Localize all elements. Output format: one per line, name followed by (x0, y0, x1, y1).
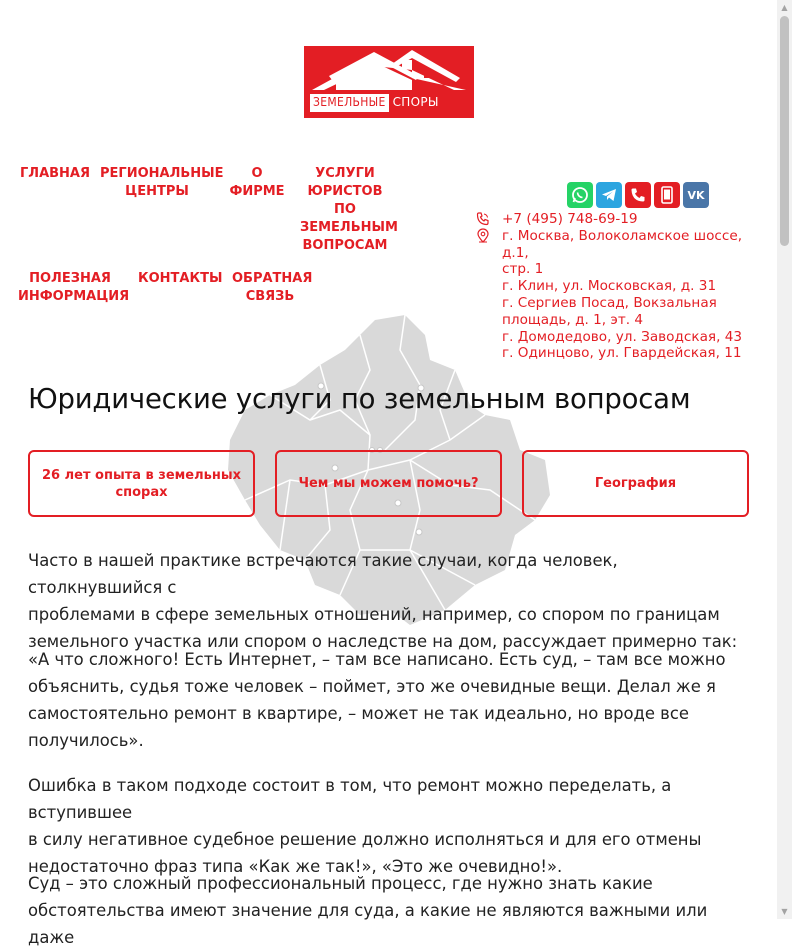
address-odintsovo[interactable]: г. Одинцово, ул. Гвардейская, 11 (502, 345, 742, 362)
paragraph-3: Ошибка в таком подходе состоит в том, что ремонт можно переделать, а вступившее в силу негативное судебное решение должно исполняться и для его отмены недостаточно фраз типа «Как же так!», «Это же очевидно!». (28, 776, 702, 876)
whatsapp-icon[interactable] (567, 182, 593, 208)
phone-call-icon[interactable] (625, 182, 651, 208)
paragraph-4: Суд – это сложный профессиональный процесс, где нужно знать какие обстоятельства имеют значение для суда, а какие не являются важными или даже (28, 874, 708, 947)
nav-services-label-4: ЗЕМЕЛЬНЫМ (300, 220, 398, 235)
tab-experience-label: 26 лет опыта в земельных спорах (42, 467, 241, 500)
address-moscow-line-2: стр. 1 (502, 261, 544, 278)
page-title: Юридические услуги по земельным вопросам (28, 383, 691, 415)
address-klin[interactable]: г. Клин, ул. Московская, д. 31 (502, 278, 717, 295)
nav-about[interactable] (228, 165, 286, 201)
nav-useful-info[interactable] (18, 270, 130, 306)
vk-icon[interactable] (683, 182, 709, 208)
scrollbar[interactable] (777, 0, 792, 919)
nav-services[interactable] (300, 165, 398, 255)
nav-feedback-label-1: ОБРАТНАЯ (232, 271, 313, 286)
tab-experience[interactable] (28, 450, 255, 517)
logo-text (310, 94, 468, 112)
logo-word-1: ЗЕМЕЛЬНЫЕ (310, 94, 389, 112)
nav-services-label-1: УСЛУГИ (315, 166, 375, 181)
nav-feedback-label-2: СВЯЗЬ (245, 289, 295, 304)
scrollbar-thumb[interactable] (780, 16, 789, 246)
nav-contacts[interactable] (138, 270, 223, 288)
address-sergiev-line-2: площадь, д. 1, эт. 4 (502, 311, 644, 328)
paragraph-2: «А что сложного! Есть Интернет, – там все написано. Есть суд, – там все можно объяснить, судья тоже человек – поймет, это же очевидные вещи. Делал же я самостоятельно ремонт в квартире, – может не так идеально, но вроде все получилось». (28, 650, 726, 750)
nav-regional-label-1: РЕГИОНАЛЬНЫЕ (100, 166, 224, 181)
tab-how-we-help[interactable] (275, 450, 502, 517)
nav-contacts-label: КОНТАКТЫ (138, 271, 223, 286)
phone-number: +7 (495) 748-69-19 (502, 211, 638, 227)
nav-about-label-1: О (251, 166, 263, 181)
address-domodedovo[interactable]: г. Домодедово, ул. Заводская, 43 (502, 328, 743, 345)
nav-about-label-2: ФИРМЕ (229, 184, 285, 199)
phone-link[interactable] (476, 211, 766, 228)
social-buttons (567, 182, 709, 208)
nav-services-label-2: ЮРИСТОВ (307, 184, 383, 199)
nav-feedback[interactable] (232, 270, 313, 306)
logo-word-2: СПОРЫ (392, 95, 439, 109)
nav-regional-centers[interactable] (100, 165, 224, 201)
scroll-down-arrow-icon[interactable]: ▼ (781, 907, 788, 916)
paragraph-1: Часто в нашей практике встречаются такие случаи, когда человек, столкнувшийся с проблемами в сфере земельных отношений, например, со спором по границам земельного участка или спором о наследстве на дом, рассуждает примерно так: (28, 551, 738, 651)
location-pin-icon (476, 229, 490, 243)
address-sergiev-line-1: г. Сергиев Посад, Вокзальная (502, 294, 717, 311)
tab-how-we-help-label: Чем мы можем помочь? (298, 476, 479, 491)
mobile-phone-icon[interactable] (654, 182, 680, 208)
scroll-up-arrow-icon[interactable]: ▲ (781, 3, 788, 12)
nav-regional-label-2: ЦЕНТРЫ (125, 184, 189, 199)
phone-icon (476, 212, 490, 226)
address-moscow-line-1: г. Москва, Волоколамское шоссе, д.1, (502, 227, 743, 261)
nav-home-label: ГЛАВНАЯ (20, 166, 91, 181)
site-logo[interactable] (304, 46, 474, 118)
nav-useful-label-1: ПОЛЕЗНАЯ (29, 271, 111, 286)
nav-home[interactable] (20, 165, 91, 183)
nav-services-label-3: ПО (334, 202, 356, 217)
nav-useful-label-2: ИНФОРМАЦИЯ (18, 289, 130, 304)
tab-geography[interactable] (522, 450, 749, 517)
vk-icon-label: VK (687, 188, 705, 202)
tab-geography-label: География (594, 476, 677, 491)
telegram-icon[interactable] (596, 182, 622, 208)
nav-services-label-5: ВОПРОСАМ (302, 238, 388, 253)
address-moscow[interactable] (502, 228, 766, 278)
